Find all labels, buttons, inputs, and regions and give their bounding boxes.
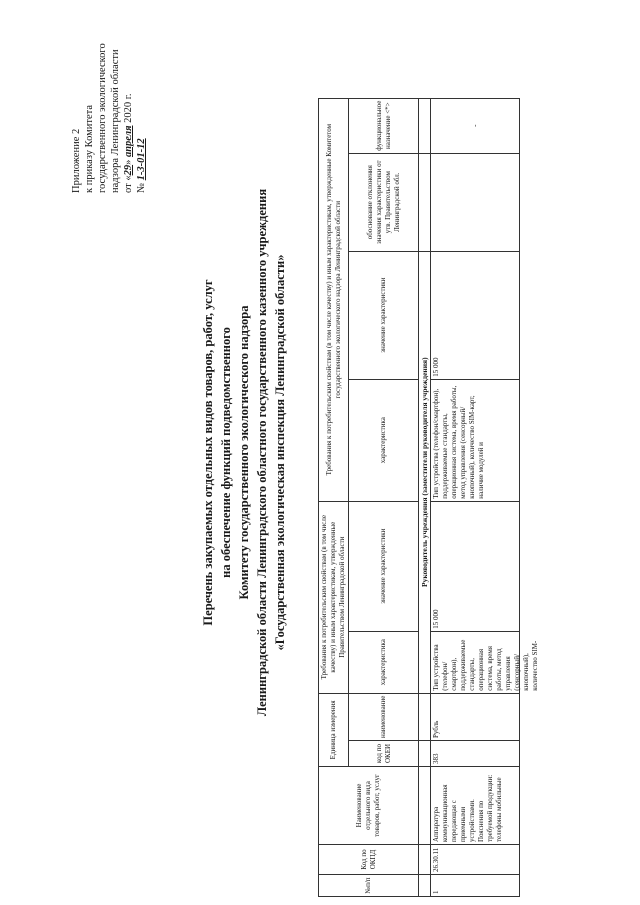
procurement-table <box>318 98 539 897</box>
row-gov-value: 15 000 <box>431 501 520 631</box>
col-req-gov-header: Требования к потребительским свойствам (в том числе качеству) и иным характеристикам, утвержденные Правительством Ленинградской области <box>319 501 349 693</box>
appendix-line-1: Приложение 2 <box>71 128 82 193</box>
section-empty-4 <box>419 741 431 767</box>
col-com-value-header: значение характеристики <box>349 251 419 379</box>
col-gov-char-header: характеристика <box>349 631 419 693</box>
col-justification-header: обоснование отклонения значения характеристики от утв. Правительством Ленинградской обл. <box>349 153 419 251</box>
col-gov-value-header: значение характеристики <box>349 501 419 631</box>
row-unit-code: 383 <box>431 741 520 767</box>
order-number: 1-3-01-12 <box>136 138 147 181</box>
col-purpose-header: функциональное назначение <*> <box>349 98 419 153</box>
section-empty-7 <box>419 98 431 153</box>
col-okpd-header: Код по ОКПД <box>319 845 419 875</box>
appendix-line-3: государственного экологического <box>97 43 108 193</box>
title-line-2: на обеспечение функций подведомственного <box>219 327 233 578</box>
section-empty-6 <box>419 153 431 251</box>
section-empty-1 <box>419 875 431 897</box>
row-num: 1 <box>431 875 520 897</box>
col-req-committee-header: Требования к потребительским свойствам (в том числе качеству) и иным характеристикам, утвержденные Комитетом государственного экологического надзора Ленинградской области <box>319 98 349 501</box>
table-row <box>431 98 520 896</box>
appendix-header <box>70 43 148 193</box>
title-line-5: «Государственная экологическая инспекция Ленинградской области» <box>273 254 287 651</box>
section-empty-5 <box>419 693 431 740</box>
col-unit-name-header: наименование <box>349 693 419 740</box>
appendix-line-2: к приказу Комитета <box>84 104 95 193</box>
col-unit-code-header: код по ОКЕИ <box>349 741 419 767</box>
date-month: апреля <box>123 125 134 158</box>
date-prefix: от « <box>123 175 134 193</box>
col-name-header: Наименование отдельного вида товаров, работ, услуг <box>319 767 419 845</box>
section-empty-2 <box>419 845 431 875</box>
date-day: 29 <box>123 164 134 176</box>
col-unit-header: Единица измерения <box>319 693 349 766</box>
row-name-text: Аппаратура коммуникационная передающая с приемными устройствами. Пояснения по требуемой продукции: телефоны мобильные <box>432 774 503 842</box>
row-com-char-text: Тип устройства (телефон/смартфон), поддерживаемые стандарты, операционная система, время работы, метод управления (сенсорный/кнопочный), количество SIM-карт, наличие модулей и <box>432 385 485 499</box>
appendix-date <box>122 43 135 193</box>
row-unit-name: Рубль <box>431 693 520 740</box>
appendix-line-4: надзора Ленинградской области <box>110 49 121 193</box>
col-com-char-header: характеристика <box>349 379 419 501</box>
date-year: 2020 г. <box>123 93 134 123</box>
title-line-1: Перечень закупаемых отдельных видов товаров, работ, услуг <box>201 279 215 626</box>
row-name <box>431 767 520 845</box>
row-justification <box>431 153 520 251</box>
row-purpose: - <box>431 98 520 153</box>
row-com-value: 15 000 <box>431 251 520 379</box>
row-gov-char-text: Тип устройства (телефон/смартфон), поддерживаемые стандарты, операционная система, время работы, метод управления (сенсорный/кнопочный), количество SIM- <box>432 639 539 691</box>
title-line-3: Комитету государственного экологического надзора <box>237 305 251 600</box>
number-prefix: № <box>136 182 147 193</box>
col-num-header: №п/п <box>319 875 419 897</box>
header-row-1 <box>319 98 349 896</box>
date-mid: » <box>123 159 134 165</box>
appendix-number <box>135 43 148 193</box>
section-title: Руководитель учреждения (заместители руководителя учреждения) <box>419 251 431 693</box>
row-com-char <box>431 379 520 501</box>
row-gov-char <box>431 631 539 693</box>
section-empty-3 <box>419 767 431 845</box>
section-row <box>419 98 431 896</box>
row-okpd: 26.30.11 <box>431 845 520 875</box>
title-line-4: Ленинградской области Ленинградского областного государственного казенного учреждения <box>255 188 269 717</box>
